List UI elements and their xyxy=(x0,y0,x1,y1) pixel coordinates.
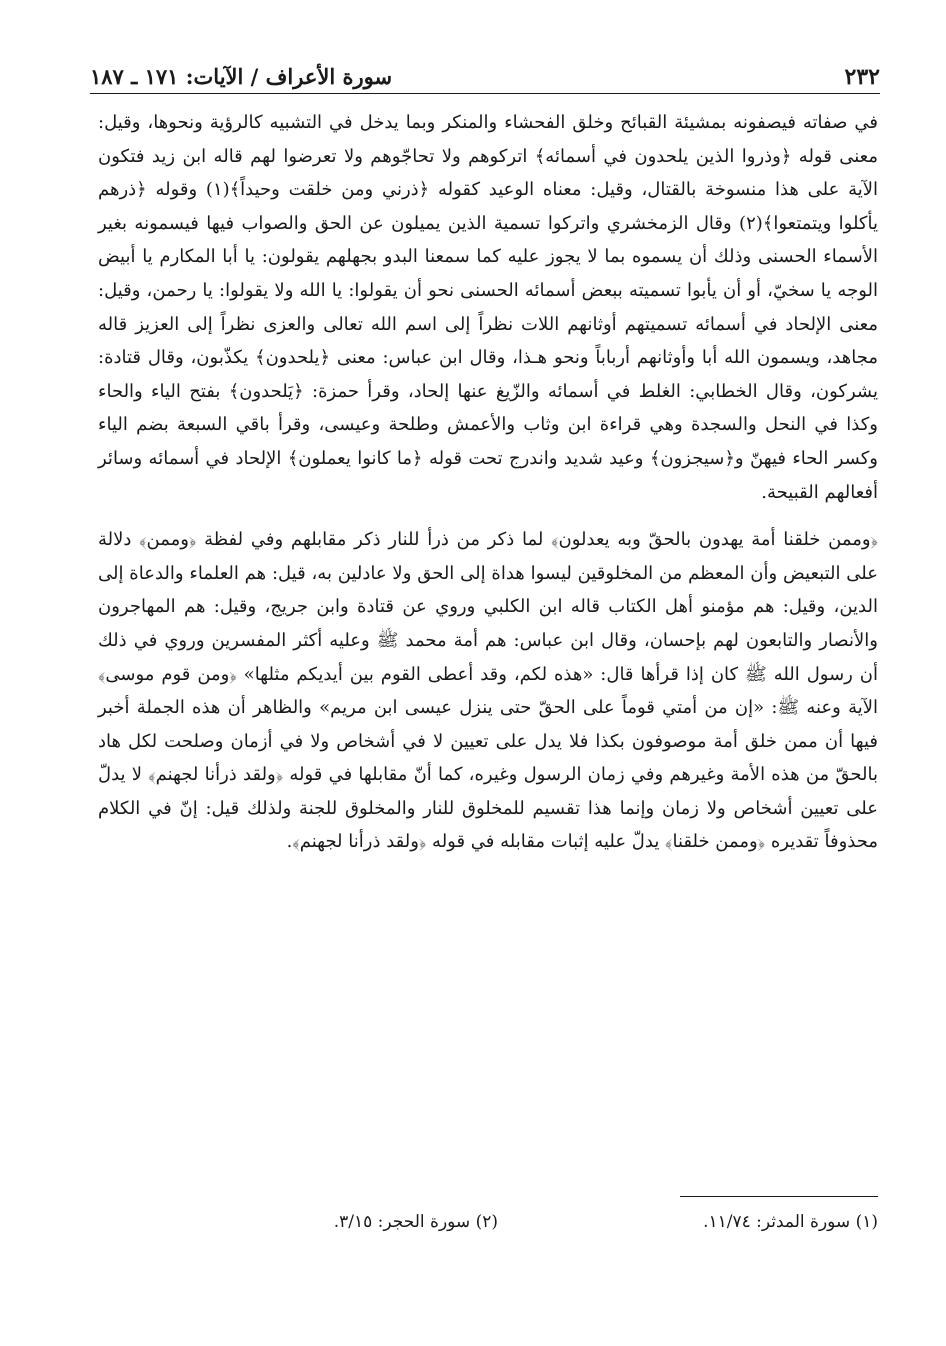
running-title: سورة الأعراف / الآيات: ١٧١ ـ ١٨٧ xyxy=(90,64,393,89)
paragraph-commentary-ilhad: في صفاته فيصفونه بمشيئة القبائح وخلق الفحشاء والمنكر وبما يدخل في التشبيه كالرؤية ونحوها، وقيل: معنى قوله ﴿وذروا الذين يلحدون في أسمائه﴾ اتركوهم ولا تحاجّوهم ولا تعرضوا لهم قاله ابن زيد فتكون الآية على هذا منسوخة بالقتال، وقيل: معناه الوعيد كقوله ﴿ذرني ومن خلقت وحيداً﴾(١) وقوله ﴿ذرهم يأكلوا ويتمتعوا﴾(٢) وقال الزمخشري واتركوا تسمية الذين يميلون عن الحق والصواب فيها فيسمونه بغير الأسماء الحسنى وذلك أن يسموه بما لا يجوز عليه كما سمعنا البدو بجهلهم يقولون: يا أبا المكارم يا أبيض الوجه يا سخيّ، أو أن يأبوا تسميته ببعض أسمائه الحسنى نحو أن يقولوا: يا الله ولا يقولوا: يا رحمن، وقيل: معنى الإلحاد في أسمائه تسميتهم أوثانهم اللات نظراً إلى اسم الله تعالى والعزى نظراً إلى العزيز قاله مجاهد، ويسمون الله أبا وأوثانهم أرباباً ونحو هـذا، وقال ابن عباس: معنى ﴿يلحدون﴾ يكذّبون، وقال قتادة: يشركون، وقال الخطابي: الغلط في أسمائه والزّيغ عنها إلحاد، وقرأ حمزة: ﴿يَلحدون﴾ بفتح الياء والحاء وكذا في النحل والسجدة وهي قراءة ابن وثاب والأعمش وطلحة وعيسى، وقرأ باقي السبعة بضم الياء وكسر الحاء فيهنّ و﴿سيجزون﴾ وعيد شديد واندرج تحت قوله ﴿ما كانوا يعملون﴾ الإلحاد في أسمائه وسائر أفعالهم القبيحة. xyxy=(98,112,878,503)
main-text xyxy=(98,106,878,859)
header-rule xyxy=(90,93,880,94)
paragraph-commentary-ummah: ﴿وممن خلقنا أمة يهدون بالحقّ وبه يعدلون﴾ لما ذكر من ذرأ للنار ذكر مقابلهم وفي لفظة ﴿وممن﴾ دلالة على التبعيض وأن المعظم من المخلوقين ليسوا هداة إلى الحق ولا عادلين به، قيل: هم العلماء والدعاة إلى الدين، وقيل: هم مؤمنو أهل الكتاب قاله ابن الكلبي وروي عن قتادة وابن جريج، وقيل: هم المهاجرون والأنصار والتابعون لهم بإحسان، وقال ابن عباس: هم أمة محمد ﷺ وعليه أكثر المفسرين وروي في ذلك أن رسول الله ﷺ كان إذا قرأها قال: «هذه لكم، وقد أعطى القوم بين أيديكم مثلها» ﴿ومن قوم موسى﴾ الآية وعنه ﷺ: «إن من أمتي قوماً على الحقّ حتى ينزل عيسى ابن مريم» والظاهر أن هذه الجملة أخبر فيها أن ممن خلق أمة موصوفون بكذا فلا يدل على تعيين لا في أشخاص ولا في أزمان وصلحت لكل هاد بالحقّ من هذه الأمة وغيرهم وفي زمان الرسول وغيره، كما أنّ مقابلها في قوله ﴿ولقد ذرأنا لجهنم﴾ لا يدلّ على تعيين أشخاص ولا زمان وإنما هذا تقسيم للمخلوق للنار والمخلوق للجنة ولذلك قيل: إنّ في الكلام محذوفاً تقديره ﴿وممن خلقنا﴾ يدلّ عليه إثبات مقابله في قوله ﴿ولقد ذرأنا لجهنم﴾. xyxy=(98,529,878,853)
page-header xyxy=(90,62,880,94)
footnote-1: (١) سورة المدثر: ١١/٧٤. xyxy=(703,1212,878,1232)
footnotes xyxy=(280,1212,878,1242)
page-number: ٢٣٢ xyxy=(844,64,880,90)
footnote-2: (٢) سورة الحجر: ٣/١٥. xyxy=(333,1212,498,1232)
footnote-rule xyxy=(680,1196,878,1197)
